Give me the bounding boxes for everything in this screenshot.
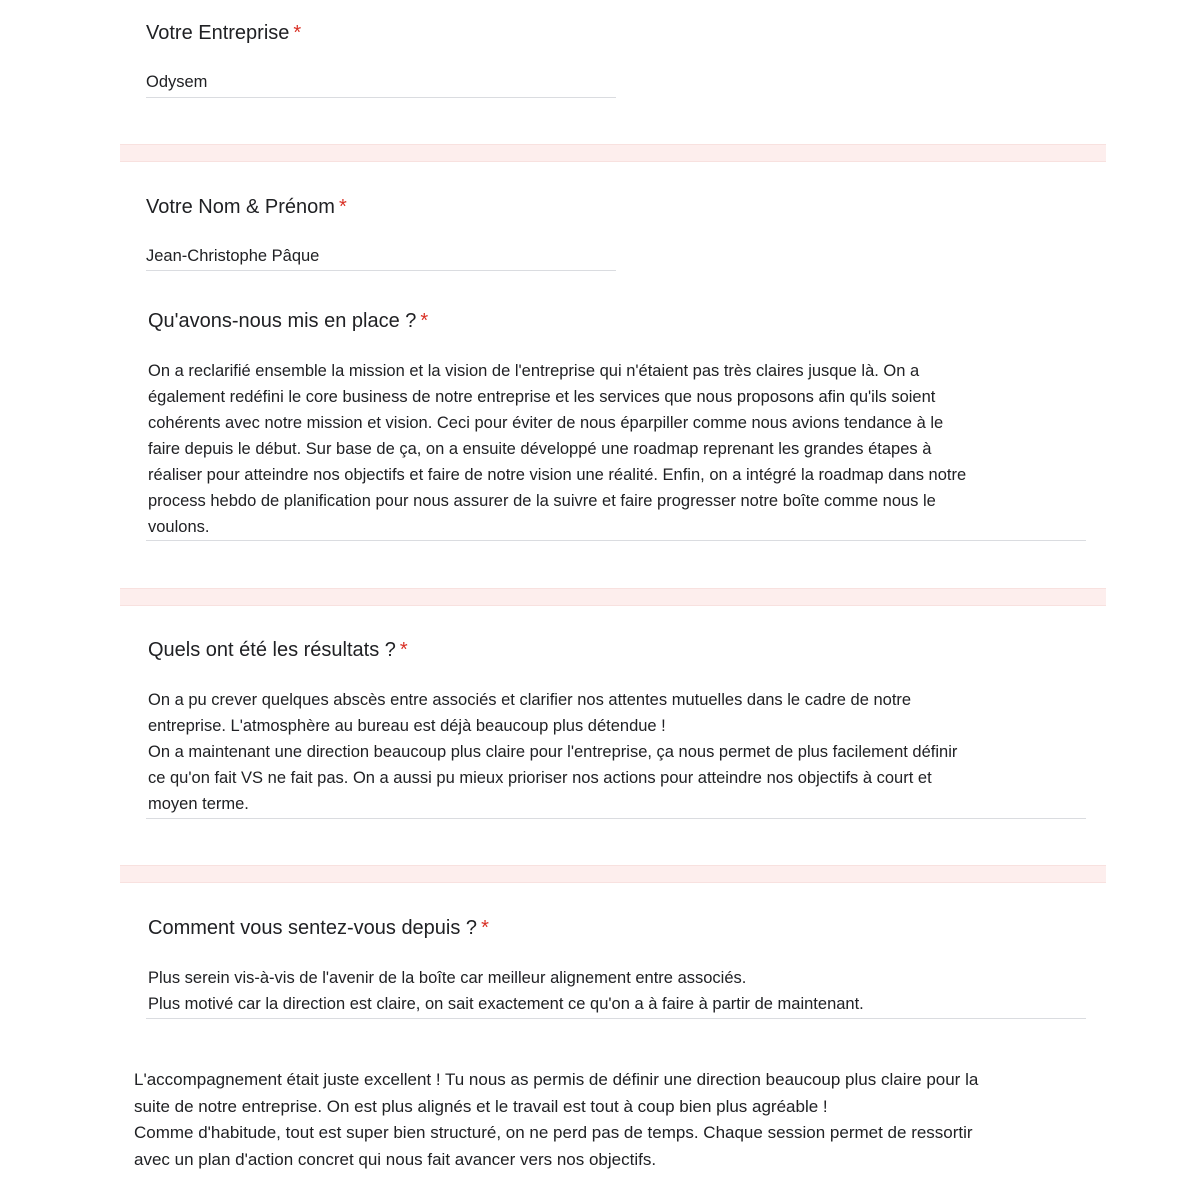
answer-line: cohérents avec notre mission et vision. Ceci pour éviter de nous éparpiller comme nous avions tendance à le [148, 414, 944, 432]
required-asterisk: * [420, 310, 429, 332]
required-asterisk: * [293, 22, 302, 44]
name-question-title [146, 196, 347, 219]
section-divider [120, 588, 1106, 606]
required-asterisk: * [338, 196, 347, 218]
answer-line: également redéfini le core business de notre entreprise et les services que nous proposons afin qu'ils soient [148, 388, 936, 406]
answer-line: entreprise. L'atmosphère au bureau est déjà beaucoup plus détendue ! [148, 717, 666, 735]
required-asterisk: * [399, 639, 408, 661]
answer-line: ce qu'on fait VS ne fait pas. On a aussi pu mieux prioriser nos actions pour atteindre nos objectifs à court et [148, 769, 932, 787]
answer-line: moyen terme. [148, 795, 249, 813]
testimonial-line: suite de notre entreprise. On est plus alignés et le travail est tout à coup bien plus agréable ! [134, 1096, 828, 1116]
setup-field-underline [146, 540, 1086, 541]
setup-label: Qu'avons-nous mis en place ? [148, 310, 417, 332]
feeling-label: Comment vous sentez-vous depuis ? [148, 917, 478, 939]
name-field[interactable]: Jean-Christophe Pâque [146, 247, 320, 265]
feeling-question-title [148, 917, 489, 940]
answer-line: voulons. [148, 518, 210, 536]
testimonial-text [134, 1067, 978, 1173]
section-divider [120, 865, 1106, 883]
feeling-answer-field[interactable] [148, 965, 864, 1017]
results-field-underline [146, 818, 1086, 819]
testimonial-line: Comme d'habitude, tout est super bien structuré, on ne perd pas de temps. Chaque session permet de ressortir [134, 1123, 973, 1142]
answer-line: On a reclarifié ensemble la mission et la vision de l'entreprise qui n'étaient pas très claires jusque là. On a [148, 362, 920, 380]
answer-line: process hebdo de planification pour nous assurer de la suivre et faire progresser notre boîte comme nous le [148, 492, 936, 510]
setup-question-title [148, 310, 428, 333]
name-field-underline [146, 270, 616, 271]
results-label: Quels ont été les résultats ? [148, 639, 396, 661]
feeling-field-underline [146, 1018, 1086, 1019]
results-answer-field[interactable] [148, 687, 957, 817]
testimonial-line: L'accompagnement était juste excellent ! Tu nous as permis de définir une direction beaucoup plus claire pour la [134, 1070, 979, 1089]
results-question-title [148, 639, 408, 662]
answer-line: faire depuis le début. Sur base de ça, on a ensuite développé une roadmap reprenant les grandes étapes à [148, 440, 932, 458]
answer-line: réaliser pour atteindre nos objectifs et faire de notre vision une réalité. Enfin, on a intégré la roadmap dans notre [148, 466, 967, 484]
company-field-underline [146, 97, 616, 98]
answer-line: Plus motivé car la direction est claire, on sait exactement ce qu'on a à faire à partir de maintenant. [148, 995, 864, 1013]
name-label: Votre Nom & Prénom [146, 196, 335, 218]
section-divider [120, 144, 1106, 162]
company-label: Votre Entreprise [146, 22, 290, 44]
answer-line: On a maintenant une direction beaucoup plus claire pour l'entreprise, ça nous permet de plus facilement définir [148, 743, 958, 761]
setup-answer-field[interactable] [148, 358, 966, 540]
company-question-title [146, 22, 301, 45]
answer-line: Plus serein vis-à-vis de l'avenir de la boîte car meilleur alignement entre associés. [148, 969, 747, 987]
required-asterisk: * [481, 917, 489, 939]
company-field[interactable]: Odysem [146, 73, 208, 91]
testimonial-line: avec un plan d'action concret qui nous fait avancer vers nos objectifs. [134, 1149, 657, 1169]
answer-line: On a pu crever quelques abscès entre associés et clarifier nos attentes mutuelles dans le cadre de notre [148, 691, 912, 709]
